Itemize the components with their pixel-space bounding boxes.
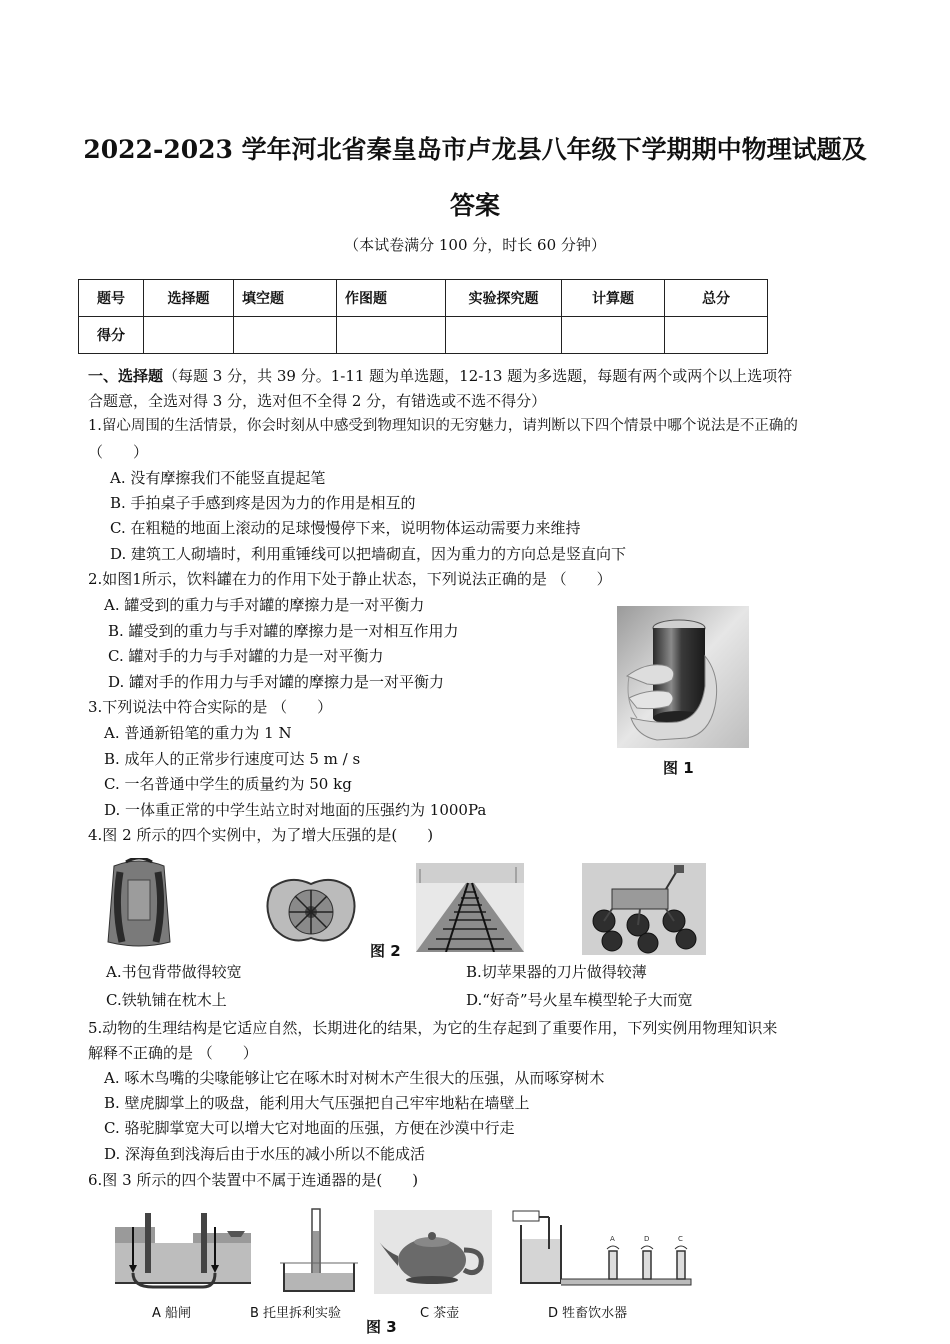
ship-lock-illustration bbox=[93, 1207, 255, 1293]
mars-rover-illustration bbox=[582, 863, 706, 955]
figure-2-label: 图 2 bbox=[370, 942, 401, 960]
score-table-header: 实验探究题 bbox=[446, 280, 562, 317]
q2-option-c: C. 罐对手的力与手对罐的力是一对平衡力 bbox=[108, 647, 384, 665]
q1-stem-line2: （ ） bbox=[88, 443, 149, 461]
section-heading: 一、选择题 bbox=[88, 367, 164, 385]
figure-3d-livestock-waterer-image bbox=[511, 1209, 699, 1295]
q5-stem-line1: 5.动物的生理结构是它适应自然，长期进化的结果，为它的生存起到了重要作用，下列实例用物理知识来 bbox=[88, 1019, 778, 1037]
score-cell bbox=[562, 317, 665, 354]
q5-option-b: B. 壁虎脚掌上的吸盘，能利用大气压强把自己牢牢地粘在墙壁上 bbox=[104, 1094, 530, 1112]
score-table-header: 题号 bbox=[79, 280, 144, 317]
torricelli-experiment-illustration bbox=[278, 1207, 360, 1293]
svg-text:C: C bbox=[678, 1235, 683, 1243]
livestock-waterer-illustration bbox=[511, 1209, 699, 1295]
q2-stem: 2.如图1所示，饮料罐在力的作用下处于静止状态，下列说法正确的是 （ ） bbox=[88, 570, 612, 588]
score-table-header: 填空题 bbox=[234, 280, 337, 317]
figure-2a-backpack-image bbox=[100, 858, 178, 950]
score-cell bbox=[446, 317, 562, 354]
q3-option-c: C. 一名普通中学生的质量约为 50 kg bbox=[104, 775, 352, 793]
figure-3b-caption: B 托里拆利实验 bbox=[250, 1306, 342, 1321]
figure-3a-ship-lock-image bbox=[93, 1207, 255, 1293]
score-table bbox=[78, 279, 768, 354]
svg-text:A: A bbox=[610, 1235, 615, 1243]
figure-3-label: 图 3 bbox=[366, 1318, 397, 1336]
exam-info: （本试卷满分 100 分，时长 60 分钟） bbox=[344, 236, 606, 254]
figure-3c-caption: C 茶壶 bbox=[420, 1306, 460, 1321]
railway-track-illustration bbox=[416, 863, 524, 952]
score-table-header: 作图题 bbox=[337, 280, 446, 317]
svg-text:D: D bbox=[644, 1235, 650, 1243]
teapot-illustration bbox=[374, 1210, 492, 1294]
q1-option-b: B. 手拍桌子手感到疼是因为力的作用是相互的 bbox=[110, 494, 416, 512]
section-intro bbox=[88, 366, 792, 386]
q4-option-d: D.“好奇”号火星车模型轮子大而宽 bbox=[466, 991, 693, 1009]
q4-option-a: A.书包背带做得较宽 bbox=[106, 963, 242, 981]
q5-option-a: A. 啄木鸟嘴的尖喙能够让它在啄木时对树木产生很大的压强，从而啄穿树木 bbox=[104, 1069, 605, 1087]
q3-option-a: A. 普通新铅笔的重力为 1 N bbox=[104, 724, 292, 742]
q5-stem-line2: 解释不正确的是 （ ） bbox=[88, 1044, 258, 1062]
score-table-score-row bbox=[79, 317, 768, 354]
q5-option-c: C. 骆驼脚掌宽大可以增大它对地面的压强，方便在沙漠中行走 bbox=[104, 1119, 515, 1137]
q1-option-d: D. 建筑工人砌墙时，利用重锤线可以把墙砌直，因为重力的方向总是竖直向下 bbox=[110, 545, 627, 563]
backpack-illustration bbox=[100, 858, 178, 950]
q3-option-b: B. 成年人的正常步行速度可达 5 m / s bbox=[104, 750, 361, 768]
score-cell bbox=[144, 317, 234, 354]
figure-2c-railway-image bbox=[416, 863, 524, 952]
score-cell bbox=[234, 317, 337, 354]
document-title-line2: 答案 bbox=[449, 191, 500, 220]
q4-stem: 4.图 2 所示的四个实例中，为了增大压强的是( ) bbox=[88, 826, 434, 844]
apple-slicer-illustration bbox=[262, 874, 360, 946]
figure-2d-mars-rover-image bbox=[582, 863, 706, 955]
figure-3a-caption: A 船闸 bbox=[152, 1306, 192, 1321]
q5-option-d: D. 深海鱼到浅海后由于水压的减小所以不能成活 bbox=[104, 1145, 426, 1163]
q4-option-b: B.切苹果器的刀片做得较薄 bbox=[466, 963, 647, 981]
score-cell bbox=[665, 317, 768, 354]
score-table-header-row bbox=[79, 280, 768, 317]
q4-option-c: C.铁轨铺在枕木上 bbox=[106, 991, 227, 1009]
figure-1-can-image bbox=[617, 606, 749, 748]
section-rules-line1: （每题 3 分，共 39 分。1-11 题为单选题，12-13 题为多选题，每题有两个或两个以上选项符 bbox=[163, 367, 793, 385]
q1-option-c: C. 在粗糙的地面上滚动的足球慢慢停下来，说明物体运动需要力来维持 bbox=[110, 519, 581, 537]
q2-option-a: A. 罐受到的重力与手对罐的摩擦力是一对平衡力 bbox=[104, 596, 425, 614]
score-table-header: 选择题 bbox=[144, 280, 234, 317]
q1-option-a: A. 没有摩擦我们不能竖直提起笔 bbox=[110, 469, 326, 487]
q2-option-b: B. 罐受到的重力与手对罐的摩擦力是一对相互作用力 bbox=[108, 622, 459, 640]
q6-stem: 6.图 3 所示的四个装置中不属于连通器的是( ) bbox=[88, 1171, 419, 1189]
q3-option-d: D. 一体重正常的中学生站立时对地面的压强约为 1000Pa bbox=[104, 801, 487, 819]
figure-3c-teapot-image bbox=[374, 1210, 492, 1294]
score-table-header: 总分 bbox=[665, 280, 768, 317]
q1-stem-line1: 1.留心周围的生活情景，你会时刻从中感受到物理知识的无穷魅力，请判断以下四个情景中哪个说法是不正确的 bbox=[88, 418, 798, 434]
score-table-row-label: 得分 bbox=[79, 317, 144, 354]
figure-1-label: 图 1 bbox=[663, 759, 694, 777]
figure-2b-apple-slicer-image bbox=[262, 874, 360, 946]
score-cell bbox=[337, 317, 446, 354]
figure-3b-torricelli-image bbox=[278, 1207, 360, 1293]
document-title-line1: 2022-2023 学年河北省秦皇岛市卢龙县八年级下学期期中物理试题及 bbox=[83, 135, 867, 164]
score-table-header: 计算题 bbox=[562, 280, 665, 317]
q3-stem: 3.下列说法中符合实际的是 （ ） bbox=[88, 698, 333, 716]
figure-3d-caption: D 牲畜饮水器 bbox=[548, 1306, 628, 1321]
section-rules-line2: 合题意，全选对得 3 分，选对但不全得 2 分，有错选或不选不得分） bbox=[88, 392, 547, 410]
q2-option-d: D. 罐对手的作用力与手对罐的摩擦力是一对平衡力 bbox=[108, 673, 445, 691]
can-in-hand-illustration bbox=[617, 606, 749, 748]
